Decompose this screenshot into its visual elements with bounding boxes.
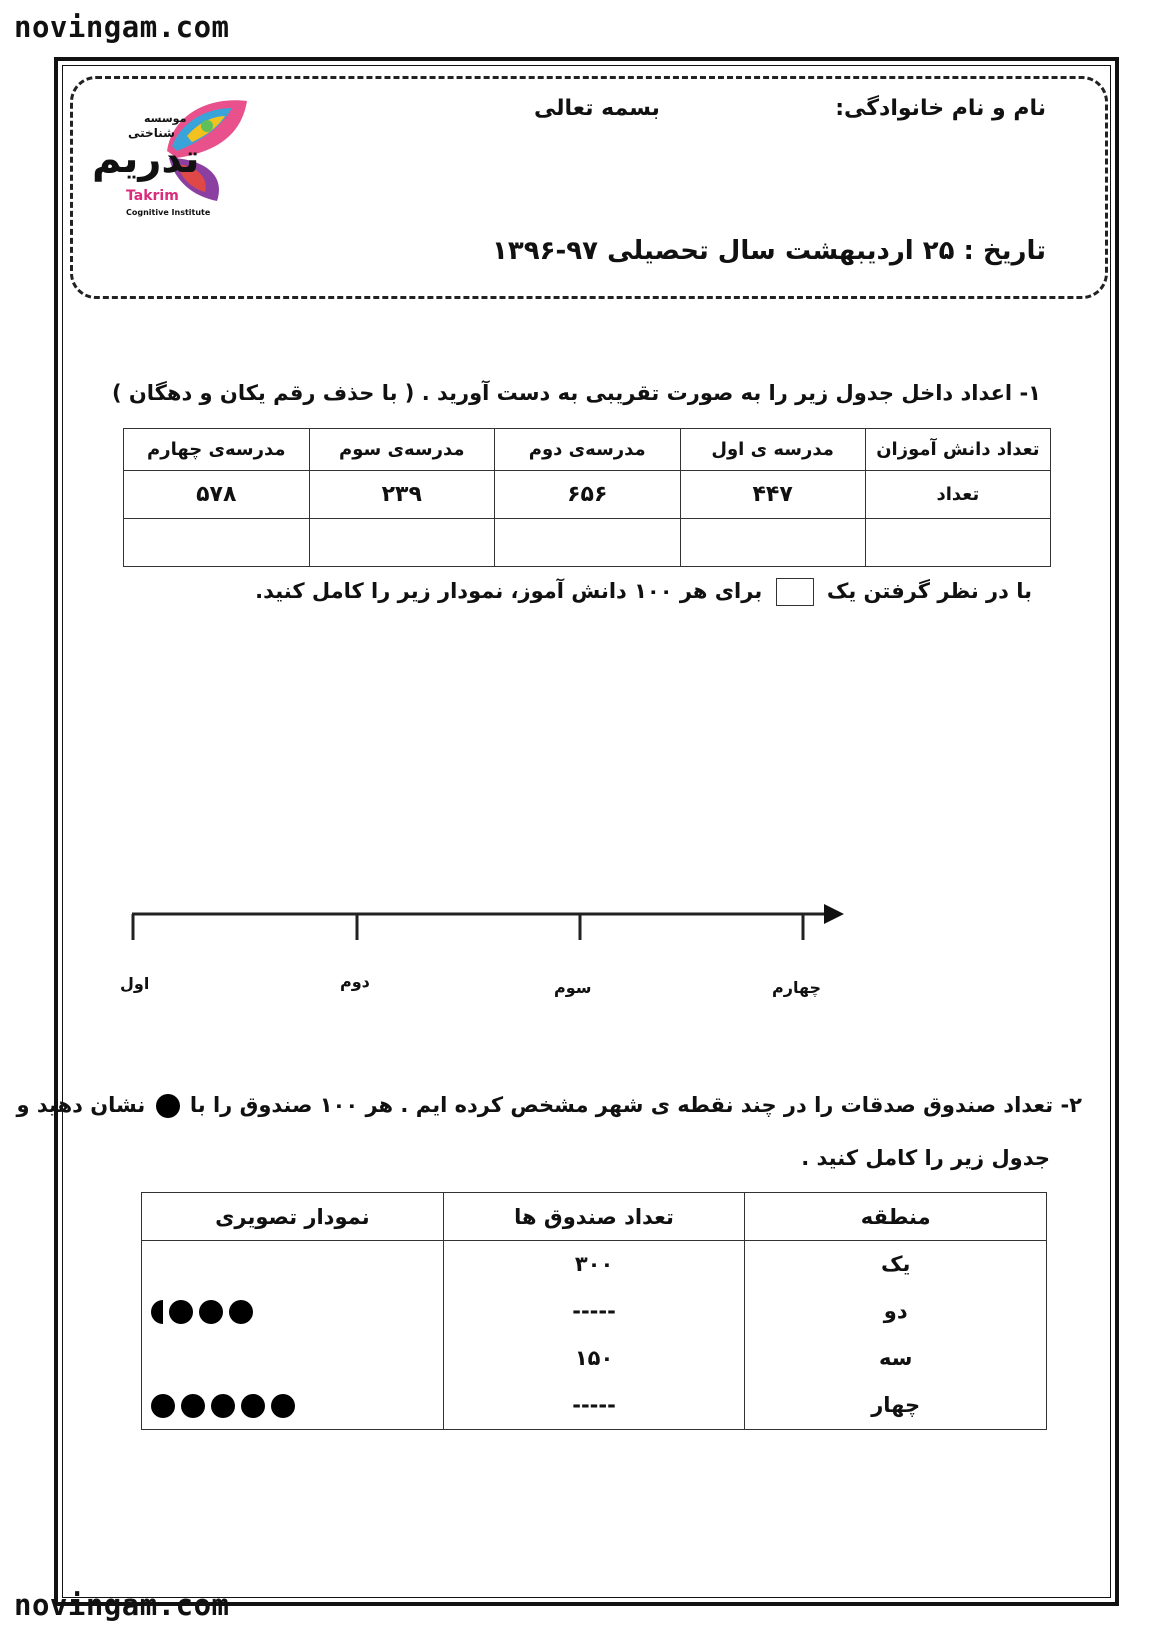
- q2-line1-before: ۲- تعداد صندوق صدقات را در چند نقطه ی شهر مشخص کرده ایم . هر ۱۰۰ صندوق را با: [189, 1093, 1082, 1117]
- q2-region: دو: [883, 1299, 908, 1323]
- q1-header-school1: مدرسه ی اول: [680, 429, 865, 471]
- filled-circle-icon: [156, 1094, 180, 1118]
- q1-values-row: [124, 471, 1051, 519]
- q2-region: چهار: [871, 1393, 921, 1417]
- axis-label-second: دوم: [340, 972, 370, 991]
- unit-square-icon: [776, 578, 814, 606]
- q2-count[interactable]: -----: [572, 1393, 616, 1417]
- q2-pictogram[interactable]: [148, 1382, 443, 1429]
- q1-title: ۱- اعداد داخل جدول زیر را به صورت تقریبی به دست آورید . ( با حذف رقم یکان و دهگان ): [111, 381, 1041, 405]
- q2-header-pictogram: نمودار تصویری: [142, 1193, 444, 1241]
- q1-table: [123, 428, 1051, 567]
- filled-circle-icon: [229, 1300, 253, 1324]
- q1-answer-cell[interactable]: [309, 519, 494, 567]
- q2-pictogram-cell: [142, 1241, 444, 1430]
- filled-circle-icon: [199, 1300, 223, 1324]
- q2-body-row: [142, 1241, 1047, 1430]
- q1-header-school3: مدرسه‌ی سوم: [309, 429, 494, 471]
- q1-instruction: [255, 578, 1032, 606]
- filled-circle-icon: [181, 1394, 205, 1418]
- logo-line1: موسسه: [144, 112, 187, 125]
- academic-year: سال تحصیلی ۹۷-۱۳۹۶: [492, 236, 776, 266]
- q2-header-row: [142, 1193, 1047, 1241]
- q1-header-school4: مدرسه‌ی چهارم: [124, 429, 310, 471]
- q1-answer-cell[interactable]: [865, 519, 1050, 567]
- q1-axis: [120, 890, 860, 950]
- q2-line1: [17, 1093, 1083, 1118]
- logo: [92, 96, 252, 226]
- q1-value-school3: ۲۳۹: [309, 471, 494, 519]
- q2-table: [141, 1192, 1047, 1430]
- q1-header-students: تعداد دانش آموزان: [865, 429, 1050, 471]
- q1-answer-cell[interactable]: [495, 519, 680, 567]
- q1-value-school4: ۵۷۸: [124, 471, 310, 519]
- filled-circle-icon: [169, 1300, 193, 1324]
- q2-count-cell: [443, 1241, 745, 1430]
- axis-label-third: سوم: [554, 978, 592, 997]
- q1-answer-cell[interactable]: [680, 519, 865, 567]
- basmala: بسمه تعالی: [534, 96, 660, 121]
- q1-row-label: تعداد: [865, 471, 1050, 519]
- q2-pictogram[interactable]: [148, 1288, 443, 1335]
- q1-header-school2: مدرسه‌ی دوم: [495, 429, 680, 471]
- q2-region-cell: [745, 1241, 1047, 1430]
- name-label: نام و نام خانوادگی:: [835, 96, 1046, 121]
- q2-region: سه: [878, 1346, 913, 1370]
- watermark-top: novingam.com: [14, 10, 230, 44]
- q2-region: یک: [880, 1252, 911, 1276]
- filled-circle-icon: [241, 1394, 265, 1418]
- logo-tagline: Cognitive Institute: [126, 208, 211, 217]
- q1-header-row: [124, 429, 1051, 471]
- half-circle-icon: [151, 1300, 163, 1324]
- filled-circle-icon: [151, 1394, 175, 1418]
- axis-label-fourth: چهارم: [772, 978, 822, 997]
- q2-pictogram[interactable]: [148, 1335, 443, 1382]
- watermark-bottom: novingam.com: [14, 1588, 230, 1622]
- q1-value-school1: ۴۴۷: [680, 471, 865, 519]
- filled-circle-icon: [211, 1394, 235, 1418]
- q2-count[interactable]: -----: [572, 1299, 616, 1323]
- q2-pictogram[interactable]: [148, 1241, 443, 1288]
- logo-name-en: Takrim: [126, 188, 179, 204]
- q1-instruction-before: با در نظر گرفتن یک: [826, 579, 1032, 603]
- q2-line2: جدول زیر را کامل کنید .: [801, 1146, 1050, 1170]
- axis-arrow-icon: [824, 904, 844, 924]
- q2-count[interactable]: ۳۰۰: [574, 1252, 614, 1276]
- q2-header-region: منطقه: [745, 1193, 1047, 1241]
- q2-line1-after: نشان دهید و: [16, 1093, 146, 1117]
- axis-label-first: اول: [120, 974, 150, 993]
- q1-answer-row: [124, 519, 1051, 567]
- logo-line2: شناختی: [128, 126, 175, 140]
- logo-name-fa: تدریم: [92, 136, 200, 182]
- q2-count[interactable]: ۱۵۰: [574, 1346, 614, 1370]
- exam-date: تاریخ : ۲۵ اردیبهشت: [784, 236, 1046, 266]
- q1-answer-cell[interactable]: [124, 519, 310, 567]
- q1-value-school2: ۶۵۶: [495, 471, 680, 519]
- q1-instruction-after: برای هر ۱۰۰ دانش آموز، نمودار زیر را کامل کنید.: [255, 579, 763, 603]
- q2-header-count: تعداد صندوق ها: [443, 1193, 745, 1241]
- filled-circle-icon: [271, 1394, 295, 1418]
